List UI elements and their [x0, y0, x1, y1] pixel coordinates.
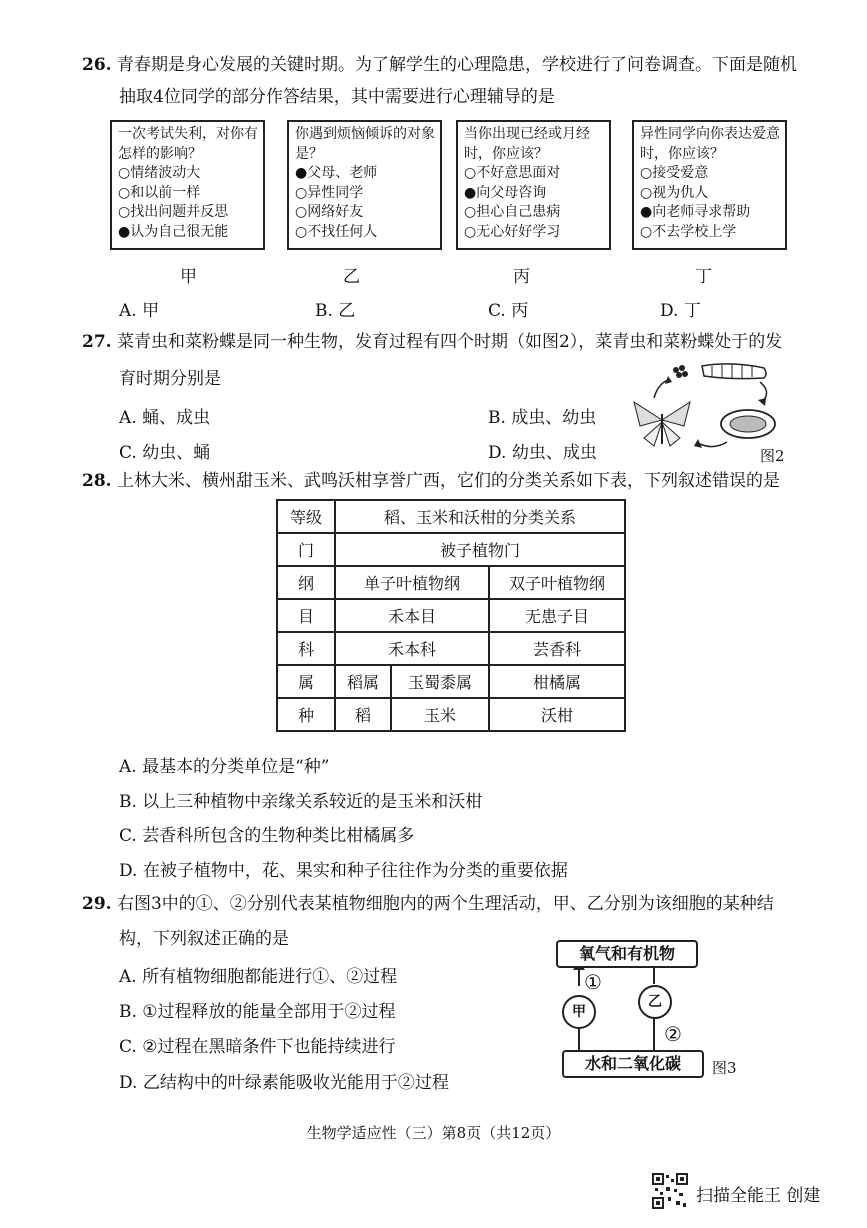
table-rank-cell: 门 [277, 533, 335, 566]
survey-label-yi: 乙 [343, 267, 360, 287]
q29-stem-1: 右图3中的①、②分别代表某植物细胞内的两个生理活动，甲、乙分别为该细胞的某种结 [116, 894, 774, 914]
scanner-watermark: 扫描全能王 创建 [696, 1186, 821, 1206]
q26-line1 [82, 54, 797, 76]
figure3-label: 图3 [712, 1059, 737, 1077]
table-cell: 芸香科 [489, 632, 625, 665]
q26-line2: 抽取4位同学的部分作答结果，其中需要进行心理辅导的是 [119, 87, 555, 107]
page-footer: 生物学适应性（三）第8页（共12页） [306, 1124, 561, 1142]
q26-choice-d[interactable]: D. 丁 [660, 301, 701, 321]
survey-card-jia [110, 120, 265, 250]
table-cell: 沃柑 [489, 698, 625, 731]
table-cell: 禾本科 [335, 632, 489, 665]
table-cell: 双子叶植物纲 [489, 566, 625, 599]
figure3-top-box: 氧气和有机物 [556, 940, 698, 968]
butterfly-icon [634, 402, 690, 446]
survey-option: ●认为自己很无能 [118, 223, 229, 240]
q29-number: 29. [82, 894, 112, 914]
classification-table [276, 499, 626, 732]
q29-choice-d[interactable]: D. 乙结构中的叶绿素能吸收光能用于②过程 [119, 1073, 449, 1093]
survey-option: ○异性同学 [295, 184, 364, 201]
survey-option: ○视为仇人 [640, 184, 709, 201]
q29-line2: 构，下列叙述正确的是 [119, 929, 289, 949]
survey-option: ○找出问题并反思 [118, 204, 229, 220]
table-rank-cell: 目 [277, 599, 335, 632]
qr-code-icon [652, 1173, 688, 1209]
q29-choice-c[interactable]: C. ②过程在黑暗条件下也能持续进行 [119, 1037, 396, 1057]
survey-option: ○不找任何人 [295, 223, 378, 240]
q28-number: 28. [82, 471, 112, 491]
survey-question: 时，你应该？ [464, 145, 548, 162]
survey-option: ○不好意思面对 [464, 165, 561, 181]
table-rank-cell: 纲 [277, 566, 335, 599]
cycle-arrow [700, 442, 727, 447]
table-cell: 玉米 [391, 698, 489, 731]
survey-option: ●向父母咨询 [464, 184, 547, 201]
table-rank-cell: 属 [277, 665, 335, 698]
q27-line2: 育时期分别是 [119, 369, 221, 389]
q29-choice-a[interactable]: A. 所有植物细胞都能进行①、②过程 [119, 967, 398, 987]
q28-choice-c[interactable]: C. 芸香科所包含的生物种类比柑橘属多 [119, 826, 415, 846]
survey-label-ding: 丁 [695, 267, 712, 287]
table-rank-cell: 种 [277, 698, 335, 731]
survey-option: ○不去学校上学 [640, 223, 737, 240]
survey-option: ○和以前一样 [118, 184, 201, 201]
q26-choice-b[interactable]: B. 乙 [315, 301, 356, 321]
q27-choice-b[interactable]: B. 成虫、幼虫 [488, 408, 597, 428]
q27-line1 [82, 331, 782, 353]
survey-question: 时，你应该？ [640, 145, 724, 162]
figure3-circle-yi: 乙 [638, 985, 672, 1019]
figure3-process-1: ① [584, 970, 602, 994]
table-row [277, 698, 625, 731]
survey-option: ○接受爱意 [640, 165, 709, 181]
table-cell: 柑橘属 [489, 665, 625, 698]
eggs-icon [673, 365, 688, 378]
survey-label-jia: 甲 [180, 267, 197, 287]
survey-option: ○担心自己患病 [464, 204, 561, 220]
q27-number: 27. [82, 332, 112, 352]
table-cell: 单子叶植物纲 [335, 566, 489, 599]
figure3-circle-jia: 甲 [562, 995, 596, 1029]
q29-line1 [82, 893, 774, 915]
survey-question: 一次考试失利，对你有 [118, 126, 258, 142]
pupa-icon [721, 410, 775, 438]
q28-choice-b[interactable]: B. 以上三种植物中亲缘关系较近的是玉米和沃柑 [119, 792, 483, 812]
table-cell: 稻属 [335, 665, 391, 698]
q28-stem-1: 上林大米、横州甜玉米、武鸣沃柑享誉广西，它们的分类关系如下表，下列叙述错误的是 [116, 471, 780, 491]
q28-choice-a[interactable]: A. 最基本的分类单位是“种” [119, 757, 330, 777]
survey-card-ding [632, 120, 787, 250]
table-header-cell: 稻、玉米和沃柑的分类关系 [335, 500, 625, 533]
survey-question: 异性同学向你表达爱意 [640, 126, 780, 142]
survey-question: 是？ [295, 145, 323, 162]
table-cell: 稻 [335, 698, 391, 731]
table-cell: 玉蜀黍属 [391, 665, 489, 698]
table-row [277, 566, 625, 599]
survey-question: 你遇到烦恼倾诉的对象 [295, 126, 435, 142]
q28-line1 [82, 470, 780, 492]
q27-choice-c[interactable]: C. 幼虫、蛹 [119, 443, 211, 463]
q26-number: 26. [82, 55, 112, 75]
q29-choice-b[interactable]: B. ①过程释放的能量全部用于②过程 [119, 1002, 396, 1022]
table-row [277, 632, 625, 665]
survey-question: 当你出现已经或月经 [464, 126, 590, 142]
survey-option: ●向老师寻求帮助 [640, 204, 751, 220]
survey-option: ○网络好友 [295, 204, 364, 220]
survey-option: ○情绪波动大 [118, 165, 201, 181]
table-cell: 禾本目 [335, 599, 489, 632]
table-row [277, 533, 625, 566]
figure2-label: 图2 [760, 447, 785, 465]
q26-stem-1: 青春期是身心发展的关键时期。为了解学生的心理隐患，学校进行了问卷调查。下面是随机 [116, 55, 797, 75]
table-header-cell: 等级 [277, 500, 335, 533]
table-row [277, 599, 625, 632]
q26-choice-c[interactable]: C. 丙 [488, 301, 529, 321]
table-cell: 被子植物门 [335, 533, 625, 566]
survey-card-bing [456, 120, 611, 250]
survey-card-yi [287, 120, 442, 250]
q28-choice-d[interactable]: D. 在被子植物中，花、果实和种子往往作为分类的重要依据 [119, 861, 568, 881]
table-header-row [277, 500, 625, 533]
figure3-bottom-box: 水和二氧化碳 [562, 1050, 704, 1078]
q26-choice-a[interactable]: A. 甲 [119, 301, 160, 321]
survey-option: ○无心好好学习 [464, 223, 561, 240]
survey-question: 怎样的影响？ [118, 145, 202, 162]
caterpillar-icon [702, 364, 766, 379]
q27-choice-a[interactable]: A. 蛹、成虫 [119, 408, 211, 428]
q27-choice-d[interactable]: D. 幼虫、成虫 [488, 443, 597, 463]
survey-option: ●父母、老师 [295, 165, 378, 181]
survey-label-bing: 丙 [513, 267, 530, 287]
figure3-process-2: ② [664, 1022, 682, 1046]
table-row [277, 665, 625, 698]
table-rank-cell: 科 [277, 632, 335, 665]
q27-stem-1: 菜青虫和菜粉蝶是同一种生物，发育过程有四个时期（如图2），菜青虫和菜粉蝶处于的发 [116, 332, 783, 352]
table-cell: 无患子目 [489, 599, 625, 632]
